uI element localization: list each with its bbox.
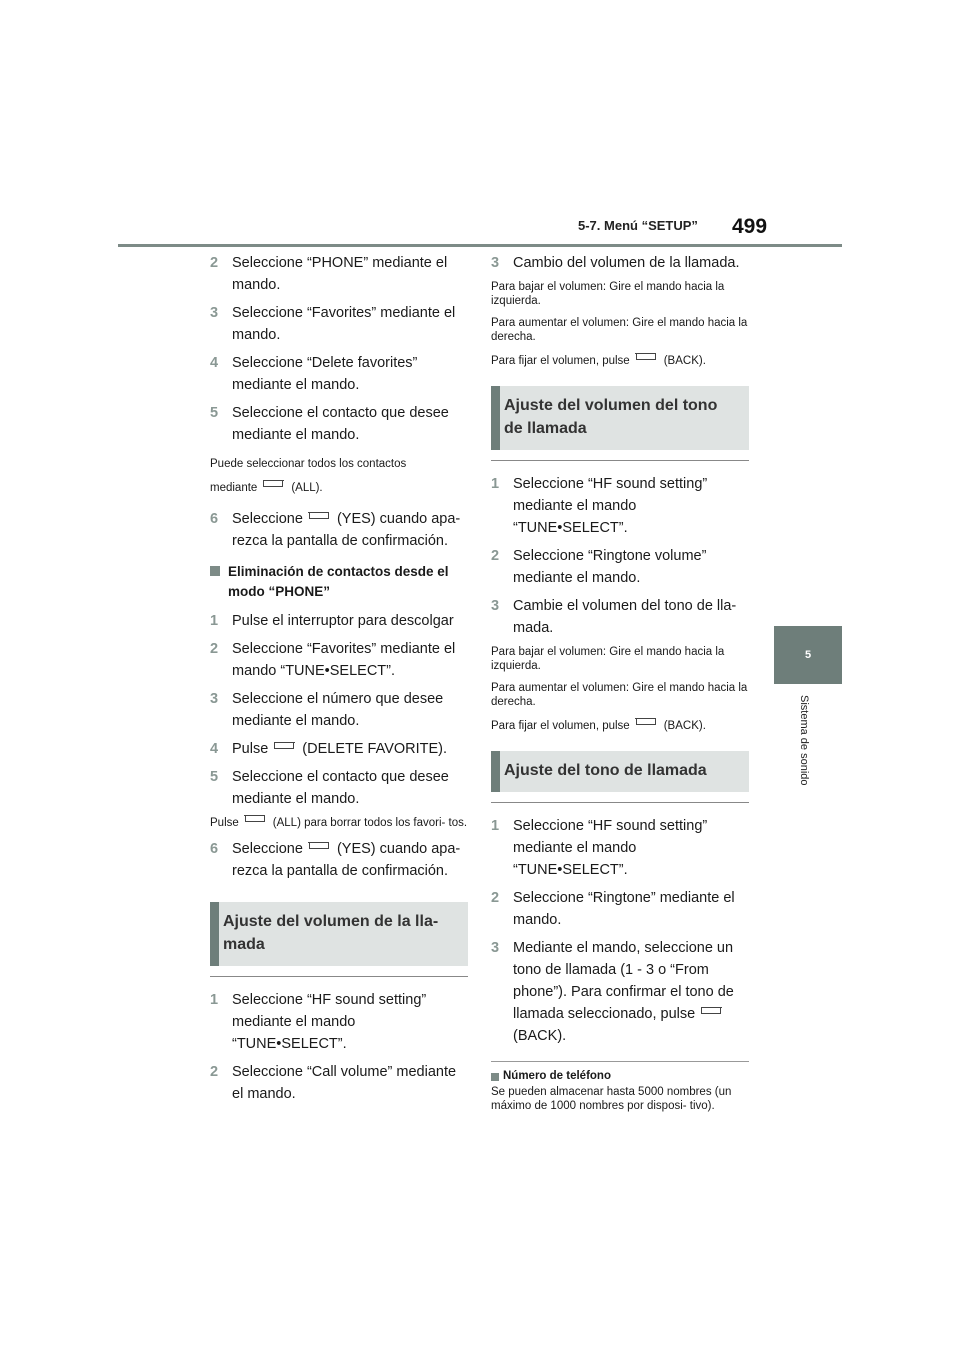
note-text: (BACK). (663, 355, 706, 367)
info-title-text: Número de teléfono (503, 1070, 611, 1082)
note (491, 280, 749, 308)
note-text: (ALL). (291, 482, 323, 494)
note-text: Se pueden almacenar hasta 5000 nombres (un máximo de 1000 nombres por disposi- tivo). (491, 1086, 732, 1112)
step-number: 5 (210, 405, 219, 421)
section-heading-box (210, 902, 468, 966)
step-item (210, 352, 468, 396)
step-text: (DELETE FAVORITE). (302, 741, 448, 757)
step-number: 1 (491, 476, 500, 492)
step-number: 3 (210, 691, 219, 707)
note-text: Pulse (210, 817, 239, 829)
button-icon (263, 480, 283, 487)
section-heading-box (491, 751, 749, 792)
step-item (210, 989, 468, 1055)
note-text: Para aumentar el volumen: Gire el mando hacia la derecha. (491, 317, 748, 343)
step-number: 3 (491, 940, 500, 956)
step-item (491, 595, 749, 639)
chapter-title: Sistema de sonido (798, 695, 810, 786)
note-text: Puede seleccionar todos los contactos (210, 458, 407, 470)
step-number: 1 (210, 992, 219, 1008)
chapter-tab (774, 626, 842, 684)
step-text: Pulse el interruptor para descolgar (232, 613, 454, 629)
step-text: Cambie el volumen del tono de lla- mada. (513, 598, 737, 636)
button-icon (245, 815, 265, 822)
step-number: 4 (210, 355, 219, 371)
step-text: Seleccione el contacto que desee mediante el mando. (232, 769, 449, 807)
step-number: 2 (210, 255, 219, 271)
chapter-tab-label (796, 695, 816, 815)
note-text: (ALL) para borrar todos los favori- tos. (272, 817, 468, 829)
section-title: 5-7. Menú “SETUP” (578, 218, 698, 233)
note (491, 645, 749, 673)
step-item (491, 252, 749, 274)
step-number: 2 (491, 548, 500, 564)
step-item (210, 402, 468, 446)
step-number: 5 (210, 769, 219, 785)
chapter-number: 5 (804, 649, 812, 661)
page-number: 499 (732, 215, 768, 238)
note (491, 316, 749, 344)
step-text: (YES) cuando apa- rezca la pantalla de confirmación. (232, 841, 461, 879)
step-text: Seleccione “Ringtone” mediante el mando. (513, 890, 735, 928)
step-text: Seleccione “Favorites” mediante el mando. (232, 305, 456, 343)
step-item (210, 610, 468, 632)
step-text: Seleccione (232, 511, 303, 527)
note-text: (BACK). (663, 720, 706, 732)
note (210, 816, 468, 830)
step-text: (BACK). (513, 1028, 567, 1044)
step-number: 2 (491, 890, 500, 906)
note-text: mediante (210, 482, 258, 494)
button-icon (701, 1007, 721, 1014)
step-number: 2 (210, 641, 219, 657)
step-item (210, 638, 468, 682)
button-icon (309, 842, 329, 849)
step-item (210, 688, 468, 732)
button-icon (274, 742, 294, 749)
note-text: Para aumentar el volumen: Gire el mando hacia la derecha. (491, 682, 748, 708)
header-rule (118, 244, 842, 247)
note-text: Para fijar el volumen, pulse (491, 720, 630, 732)
heading-rule (491, 802, 749, 803)
step-number: 1 (210, 613, 219, 629)
note-text: Para bajar el volumen: Gire el mando hacia la izquierda. (491, 646, 725, 672)
step-text: Seleccione “PHONE” mediante el mando. (232, 255, 448, 293)
square-bullet-icon (210, 566, 220, 576)
note (491, 719, 749, 733)
info-title (491, 1070, 749, 1082)
info-rule (491, 1061, 749, 1062)
step-number: 3 (210, 305, 219, 321)
step-number: 1 (491, 818, 500, 834)
step-text: Mediante el mando, seleccione un tono de llamada (1 - 3 o “From phone”). Para confirmar el tono de llamada seleccionado, pulse (513, 940, 734, 1022)
button-icon (636, 353, 656, 360)
heading-rule (210, 976, 468, 977)
heading-rule (491, 460, 749, 461)
step-number: 4 (210, 741, 219, 757)
step-item (491, 815, 749, 881)
step-text: Seleccione “HF sound setting” mediante el mando “TUNE•SELECT”. (232, 992, 427, 1052)
step-text: Cambio del volumen de la llamada. (513, 255, 740, 271)
step-item (491, 545, 749, 589)
step-number: 6 (210, 841, 219, 857)
section-heading: Ajuste del volumen de la lla- mada (223, 913, 439, 953)
note (491, 354, 749, 368)
subsection-text: Eliminación de contactos desde el modo “PHONE” (228, 564, 449, 599)
step-number: 3 (491, 598, 500, 614)
step-item (491, 473, 749, 539)
step-item (210, 252, 468, 296)
step-text: Seleccione (232, 841, 303, 857)
section-heading: Ajuste del volumen del tono de llamada (504, 397, 718, 437)
step-text: Seleccione “Favorites” mediante el mando “TUNE•SELECT”. (232, 641, 456, 679)
step-item (210, 838, 468, 882)
square-bullet-icon (491, 1073, 499, 1081)
step-item (210, 302, 468, 346)
step-item (210, 508, 468, 552)
step-text: Seleccione “HF sound setting” mediante el mando “TUNE•SELECT”. (513, 818, 708, 878)
note-text: Para fijar el volumen, pulse (491, 355, 630, 367)
note (491, 681, 749, 709)
button-icon (309, 512, 329, 519)
note-text: Para bajar el volumen: Gire el mando hacia la izquierda. (491, 281, 725, 307)
step-text: (YES) cuando apa- rezca la pantalla de confirmación. (232, 511, 461, 549)
step-text: Seleccione el número que desee mediante el mando. (232, 691, 444, 729)
step-item (210, 1061, 468, 1105)
step-number: 6 (210, 511, 219, 527)
step-number: 3 (491, 255, 500, 271)
step-text: Seleccione “Call volume” mediante el mando. (232, 1064, 457, 1102)
subsection-title (210, 562, 468, 602)
info-text (491, 1085, 749, 1113)
button-icon (636, 718, 656, 725)
step-text: Seleccione “HF sound setting” mediante el mando “TUNE•SELECT”. (513, 476, 708, 536)
note (210, 452, 468, 500)
step-text: Pulse (232, 741, 269, 757)
step-number: 2 (210, 1064, 219, 1080)
step-text: Seleccione “Delete favorites” mediante el mando. (232, 355, 418, 393)
section-heading: Ajuste del tono de llamada (504, 762, 707, 779)
left-column (210, 252, 468, 1111)
step-item (210, 766, 468, 810)
step-item (210, 738, 468, 760)
step-text: Seleccione el contacto que desee mediante el mando. (232, 405, 449, 443)
section-heading-box (491, 386, 749, 450)
step-text: Seleccione “Ringtone volume” mediante el mando. (513, 548, 707, 586)
step-item (491, 887, 749, 931)
right-column (491, 252, 749, 1121)
step-item (491, 937, 749, 1047)
